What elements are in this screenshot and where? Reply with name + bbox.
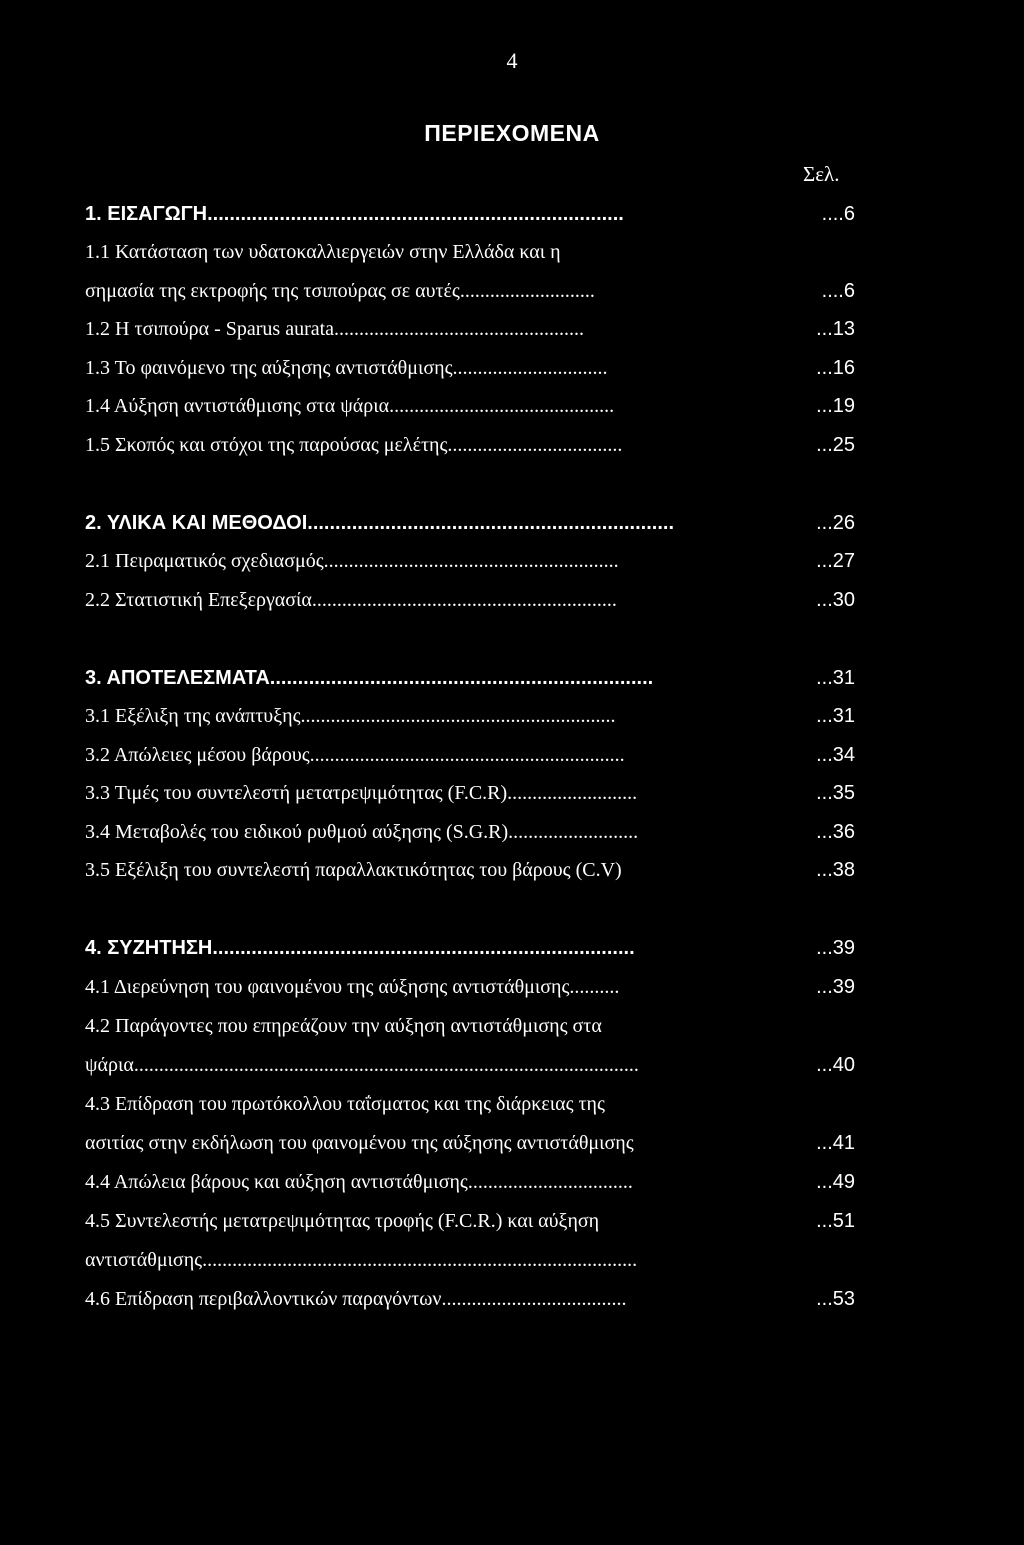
toc-entry-page: ...26 <box>816 512 855 534</box>
toc-entry-text: σημασία της εκτροφής της τσιπούρας σε αυτές........................... <box>85 280 595 302</box>
toc-entry-page: ...36 <box>816 821 855 843</box>
toc-entry <box>85 237 855 267</box>
toc-entry <box>85 1128 855 1158</box>
toc-entry-text: 1.4 Αύξηση αντιστάθμισης στα ψάρια............................................. <box>85 395 615 417</box>
toc-entry-page: ...38 <box>816 859 855 881</box>
toc-entry <box>85 1206 855 1236</box>
toc-entry <box>85 276 855 306</box>
toc-entry <box>85 1089 855 1119</box>
toc-entry-text: 3.5 Εξέλιξη του συντελεστή παραλλακτικότητας του βάρους (C.V) <box>85 859 622 881</box>
toc-entry-page: ...31 <box>816 667 855 689</box>
toc-entry-page: ....6 <box>821 280 855 302</box>
toc-entry-page: ...13 <box>816 318 855 340</box>
toc-entry <box>85 508 855 538</box>
toc-entry-page: ...31 <box>816 705 855 727</box>
toc-entry <box>85 1284 855 1314</box>
toc-entry-text: 1. ΕΙΣΑΓΩΓΗ........................................................................... <box>85 203 624 225</box>
toc-entry <box>85 353 855 383</box>
toc-entry-page: ...35 <box>816 782 855 804</box>
toc-entry <box>85 933 855 963</box>
toc-entry-page: ...25 <box>816 434 855 456</box>
toc-entry-text: 3.1 Εξέλιξη της ανάπτυξης............................................................... <box>85 705 616 727</box>
toc-entry-text: 2.1 Πειραματικός σχεδιασμός........................................................... <box>85 550 619 572</box>
toc-entry <box>85 663 855 693</box>
toc-entry-text: 3.2 Απώλειες μέσου βάρους............................................................... <box>85 744 625 766</box>
toc-entry <box>85 1167 855 1197</box>
toc-entry-text: 1.1 Κατάσταση των υδατοκαλλιεργειών στην Ελλάδα και η <box>85 241 561 263</box>
page-column-label: Σελ. <box>803 162 840 186</box>
toc-entry-text: 1.5 Σκοπός και στόχοι της παρούσας μελέτης................................... <box>85 434 623 456</box>
toc-entry <box>85 391 855 421</box>
toc-entry-text: 4.2 Παράγοντες που επηρεάζουν την αύξηση αντιστάθμισης στα <box>85 1015 602 1037</box>
toc-entry-text: 4.5 Συντελεστής μετατρεψιμότητας τροφής (F.C.R.) και αύξηση <box>85 1210 600 1232</box>
toc-entry-text: αντιστάθμισης....................................................................................... <box>85 1249 638 1271</box>
toc-entry-page: ...34 <box>816 744 855 766</box>
toc-entry-text: 3.3 Τιμές του συντελεστή μετατρεψιμότητας (F.C.R).......................... <box>85 782 638 804</box>
toc-entry-page: ...40 <box>816 1054 855 1076</box>
toc-entry-text: 2.2 Στατιστική Επεξεργασία............................................................. <box>85 589 617 611</box>
toc-entry-text: 4.3 Επίδραση του πρωτόκολλου ταΐσματος και της διάρκειας της <box>85 1093 605 1115</box>
toc-entry <box>85 1245 855 1275</box>
toc-entry <box>85 314 855 344</box>
toc-entry-text: 1.3 Το φαινόμενο της αύξησης αντιστάθμισης............................... <box>85 357 608 379</box>
toc-entry-text: 3.4 Μεταβολές του ειδικού ρυθμού αύξησης (S.G.R).......................... <box>85 821 639 843</box>
toc-entry-page: ...27 <box>816 550 855 572</box>
toc-entry-page: ...19 <box>816 395 855 417</box>
toc-entry <box>85 855 855 885</box>
toc-entry-text: 4.4 Απώλεια βάρους και αύξηση αντιστάθμισης................................. <box>85 1171 633 1193</box>
toc-entry-page: ...49 <box>816 1171 855 1193</box>
toc-entry <box>85 1050 855 1080</box>
page-title: ΠΕΡΙΕΧΟΜΕΝΑ <box>424 120 600 146</box>
toc-entry <box>85 430 855 460</box>
toc-entry <box>85 199 855 229</box>
toc-entry-text: 2. ΥΛΙΚΑ ΚΑΙ ΜΕΘΟΔΟΙ.................................................................. <box>85 512 675 534</box>
toc-entry <box>85 740 855 770</box>
toc-entry <box>85 701 855 731</box>
toc-entry <box>85 1011 855 1041</box>
toc-entry <box>85 546 855 576</box>
toc-entry-text: 3. ΑΠΟΤΕΛΕΣΜΑΤΑ..................................................................... <box>85 667 654 689</box>
toc-entry-page: ...51 <box>816 1210 855 1232</box>
toc-entry-page: ...30 <box>816 589 855 611</box>
toc-entry <box>85 972 855 1002</box>
toc-entry-page: ....6 <box>821 203 855 225</box>
toc-entry-text: 4. ΣΥΖΗΤΗΣΗ............................................................................ <box>85 937 635 959</box>
toc-entry-page: ...39 <box>816 937 855 959</box>
toc-entry <box>85 778 855 808</box>
toc-entry-text: ψάρια..................................................................................................... <box>85 1054 639 1076</box>
toc-entry <box>85 585 855 615</box>
toc-entry-text: 1.2 Η τσιπούρα - Sparus aurata.................................................. <box>85 318 585 340</box>
toc-entry-page: ...41 <box>816 1132 855 1154</box>
toc-entry-text: ασιτίας στην εκδήλωση του φαινομένου της αύξησης αντιστάθμισης <box>85 1132 634 1154</box>
toc-entry-page: ...16 <box>816 357 855 379</box>
toc-entry-page: ...39 <box>816 976 855 998</box>
page-number: 4 <box>506 48 518 73</box>
toc-entry-text: 4.6 Επίδραση περιβαλλοντικών παραγόντων..................................... <box>85 1288 627 1310</box>
toc-entry-text: 4.1 Διερεύνηση του φαινομένου της αύξησης αντιστάθμισης.......... <box>85 976 620 998</box>
toc-entry <box>85 817 855 847</box>
toc-entry-page: ...53 <box>816 1288 855 1310</box>
